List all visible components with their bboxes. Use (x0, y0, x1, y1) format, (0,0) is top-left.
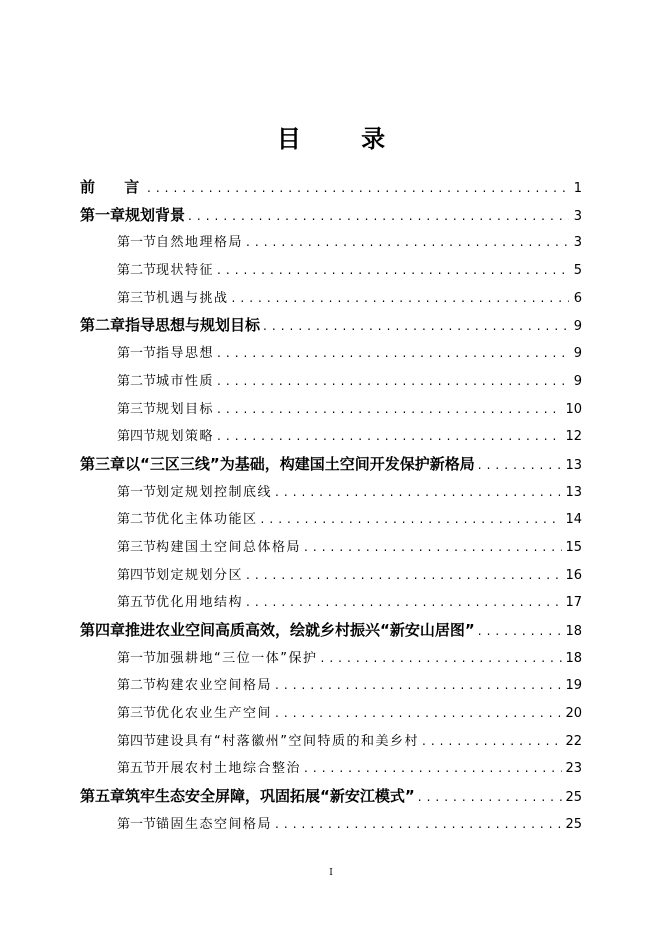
toc-dot-leader (246, 229, 569, 257)
toc-dot-leader (275, 479, 562, 507)
toc-entry-number: 第三章 (80, 454, 126, 473)
toc-entry-title: 划定规划控制底线 (156, 484, 273, 500)
toc-section-entry[interactable] (80, 755, 582, 783)
toc-entry-title: 筑牢生态安全屏障，巩固拓展“新安江模式” (125, 787, 415, 806)
toc-entry-title: 优化用地结构 (156, 595, 244, 611)
toc-dot-leader (418, 784, 563, 812)
toc-entry-title: 规划策略 (156, 429, 215, 445)
toc-dot-leader (246, 589, 562, 617)
toc-entry-title: 建设具有“村落徽州”空间特质的和美乡村 (156, 733, 419, 749)
toc-dot-leader (321, 645, 563, 673)
toc-entry-number: 第五节 (117, 761, 157, 777)
toc-section-entry[interactable] (80, 506, 582, 534)
toc-chapter-entry[interactable] (80, 451, 582, 479)
toc-entry-page: 13 (565, 484, 582, 500)
toc-section-entry[interactable] (80, 423, 582, 451)
toc-entry-page: 9 (573, 319, 582, 335)
toc-entry-page: 18 (565, 624, 582, 639)
toc-section-entry[interactable] (80, 672, 582, 700)
toc-chapter-entry[interactable] (80, 202, 582, 230)
page-title: 目 录 (276, 125, 412, 153)
toc-section-entry[interactable] (80, 479, 582, 507)
toc-dot-leader (217, 396, 562, 424)
toc-dot-leader (147, 175, 569, 203)
toc-entry-number: 第四节 (117, 733, 157, 749)
toc-section-entry[interactable] (80, 368, 582, 396)
toc-entry-number: 第一节 (117, 484, 157, 500)
toc-section-entry[interactable] (80, 589, 582, 617)
toc-entry-page: 10 (565, 401, 582, 417)
toc-section-entry[interactable] (80, 728, 582, 756)
toc-dot-leader (478, 452, 563, 480)
toc-entry-title: 现状特征 (156, 263, 215, 279)
toc-entry-title: 优化农业生产空间 (156, 706, 273, 722)
toc-dot-leader (304, 534, 562, 562)
toc-dot-leader (304, 755, 562, 783)
toc-entry-title: 指导思想 (156, 346, 215, 362)
toc-entry-page: 15 (565, 539, 582, 555)
toc-entry-title: 机遇与挑战 (156, 290, 229, 306)
toc-entry-page: 14 (565, 512, 582, 528)
toc-entry-title: 加强耕地“三位一体”保护 (156, 650, 318, 666)
toc-entry-title: 构建国土空间总体格局 (156, 539, 302, 555)
toc-entry-page: 18 (565, 650, 582, 666)
toc-dot-leader (263, 313, 569, 341)
toc-entry-number: 第二节 (117, 263, 157, 279)
toc-entry-number: 第三节 (117, 539, 157, 555)
toc-entry-page: 25 (565, 816, 582, 832)
toc-entry-page: 17 (565, 595, 582, 611)
toc-entry-number: 第一节 (117, 235, 157, 251)
toc-section-entry[interactable] (80, 700, 582, 728)
toc-entry-title: 推进农业空间高质高效，绘就乡村振兴“新安山居图” (125, 621, 475, 639)
toc-section-entry[interactable] (80, 285, 582, 313)
table-of-contents (80, 174, 582, 839)
toc-dot-leader (217, 340, 569, 368)
toc-dot-leader (422, 728, 562, 756)
toc-chapter-entry[interactable] (80, 312, 582, 340)
toc-entry-page: 6 (573, 290, 582, 306)
toc-entry-page: 3 (573, 208, 582, 224)
toc-section-entry[interactable] (80, 257, 582, 285)
toc-entry-page: 23 (565, 761, 582, 777)
toc-entry-number: 第四节 (117, 429, 157, 445)
toc-entry-title: 划定规划分区 (156, 567, 244, 583)
toc-entry-page: 22 (565, 733, 582, 749)
toc-section-entry[interactable] (80, 562, 582, 590)
toc-entry-title: 优化主体功能区 (156, 512, 258, 528)
toc-chapter-entry[interactable] (80, 617, 582, 645)
toc-section-entry[interactable] (80, 340, 582, 368)
toc-entry-number: 第三节 (117, 706, 157, 722)
toc-dot-leader (261, 506, 563, 534)
toc-section-entry[interactable] (80, 229, 582, 257)
toc-entry-title: 指导思想与规划目标 (125, 316, 261, 335)
toc-dot-leader (188, 203, 569, 231)
toc-entry-title: 开展农村土地综合整治 (156, 761, 302, 777)
toc-entry-number: 第二章 (80, 316, 126, 335)
toc-entry-number: 第一节 (117, 816, 157, 832)
toc-dot-leader (217, 368, 569, 396)
toc-entry-number: 第二节 (117, 512, 157, 528)
toc-entry-title: 规划目标 (156, 401, 215, 417)
toc-chapter-entry[interactable] (80, 174, 582, 202)
toc-entry-page: 9 (573, 346, 582, 362)
toc-entry-number: 第一节 (117, 346, 157, 362)
toc-entry-title: 自然地理格局 (156, 235, 244, 251)
toc-entry-page: 1 (573, 181, 582, 196)
toc-dot-leader (217, 257, 569, 285)
toc-entry-page: 13 (565, 457, 582, 473)
toc-dot-leader (246, 562, 562, 590)
toc-section-entry[interactable] (80, 811, 582, 839)
toc-section-entry[interactable] (80, 396, 582, 424)
toc-entry-page: 25 (565, 790, 582, 806)
toc-entry-number: 第四节 (117, 567, 157, 583)
toc-entry-number: 第一节 (117, 650, 157, 666)
toc-dot-leader (275, 700, 562, 728)
toc-entry-page: 5 (573, 263, 582, 279)
toc-section-entry[interactable] (80, 534, 582, 562)
toc-entry-title: 城市性质 (156, 373, 215, 389)
toc-entry-title: 以“三区三线”为基础，构建国土空间开发保护新格局 (125, 454, 475, 473)
toc-entry-page: 3 (573, 235, 582, 251)
toc-entry-page: 16 (565, 567, 582, 583)
toc-entry-number: 第三节 (117, 290, 157, 306)
page-number: I (329, 868, 333, 878)
toc-entry-number: 第二节 (117, 678, 157, 694)
toc-entry-title: 构建农业空间格局 (156, 678, 273, 694)
toc-entry-number: 第五节 (117, 595, 157, 611)
toc-entry-title: 规划背景 (125, 205, 186, 224)
toc-dot-leader (275, 672, 562, 700)
toc-entry-number: 前 言 (80, 178, 152, 196)
toc-chapter-entry[interactable] (80, 783, 582, 811)
toc-entry-page: 19 (565, 678, 582, 694)
toc-dot-leader (217, 423, 562, 451)
toc-dot-leader (275, 811, 562, 839)
toc-entry-title: 锚固生态空间格局 (156, 816, 273, 832)
toc-entry-page: 12 (565, 429, 582, 445)
toc-section-entry[interactable] (80, 645, 582, 673)
toc-entry-page: 20 (565, 706, 582, 722)
toc-dot-leader (478, 618, 563, 646)
toc-entry-number: 第五章 (80, 787, 126, 806)
toc-entry-number: 第四章 (80, 621, 126, 639)
toc-entry-number: 第一章 (80, 205, 126, 224)
toc-entry-number: 第三节 (117, 401, 157, 417)
toc-entry-page: 9 (573, 373, 582, 389)
toc-dot-leader (232, 285, 569, 313)
toc-entry-number: 第二节 (117, 373, 157, 389)
